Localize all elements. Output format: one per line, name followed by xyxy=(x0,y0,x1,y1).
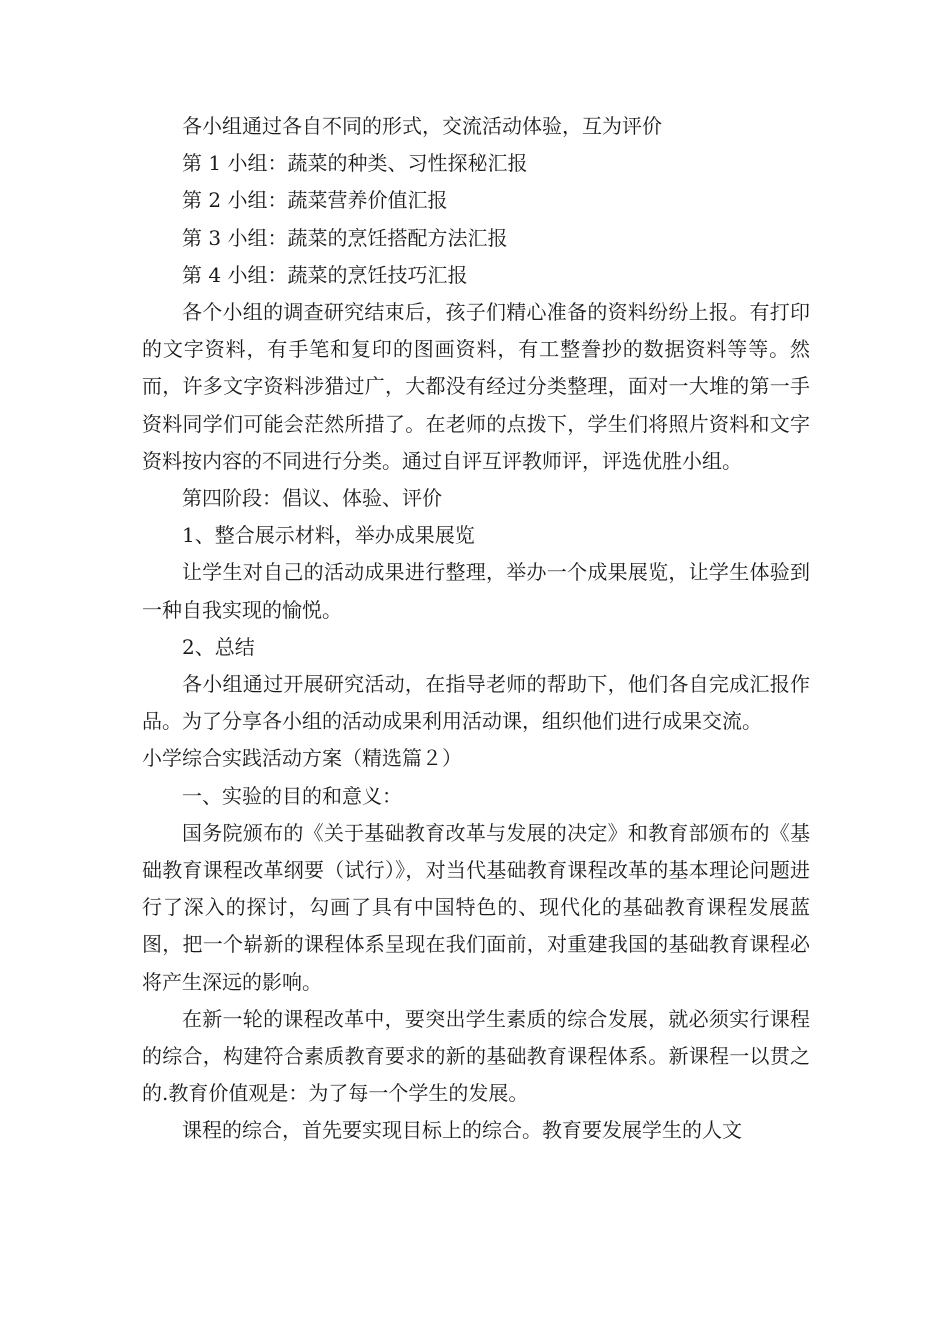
paragraph: 第 2 小组：蔬菜营养价值汇报 xyxy=(182,188,448,213)
section-heading: 小学综合实践活动方案（精选篇２） xyxy=(142,746,462,771)
paragraph: 1、整合展示材料，举办成果展览 xyxy=(182,523,475,548)
paragraph: 国务院颁布的《关于基础教育改革与发展的决定》和教育部颁布的《基础教育课程改革纲要（试行）》，对当代基础教育课程改革的基本理论问题进行了深入的探讨，勾画了具有中国特色的、现代化的基础教育课程发展蓝图，把一个崭新的课程体系呈现在我们面前，对重建我国的基础教育课程必将产生深远的影响。 xyxy=(142,820,810,994)
paragraph: 第 1 小组：蔬菜的种类、习性探秘汇报 xyxy=(182,151,528,176)
paragraph: 第四阶段：倡议、体验、评价 xyxy=(182,486,442,511)
paragraph: 2、总结 xyxy=(182,634,255,659)
paragraph: 课程的综合，首先要实现目标上的综合。教育要发展学生的人文 xyxy=(182,1118,742,1143)
paragraph: 各小组通过各自不同的形式，交流活动体验，互为评价 xyxy=(182,114,662,138)
paragraph: 第 4 小组：蔬菜的烹饪技巧汇报 xyxy=(182,262,468,287)
document-page xyxy=(142,108,810,1150)
paragraph: 各小组通过开展研究活动，在指导老师的帮助下，他们各自完成汇报作品。为了分享各小组的活动成果利用活动课，组织他们进行成果交流。 xyxy=(142,672,810,734)
paragraph: 让学生对自己的活动成果进行整理，举办一个成果展览，让学生体验到一种自我实现的愉悦。 xyxy=(142,560,810,622)
paragraph: 一、实验的目的和意义： xyxy=(182,783,402,808)
paragraph: 各个小组的调查研究结束后，孩子们精心准备的资料纷纷上报。有打印的文字资料，有手笔和复印的图画资料，有工整誊抄的数据资料等等。然而，许多文字资料涉猎过广，大都没有经过分类整理，面对一大堆的第一手资料同学们可能会茫然所措了。在老师的点拨下，学生们将照片资料和文字资料按内容的不同进行分类。通过自评互评教师评，评选优胜小组。 xyxy=(142,300,810,473)
paragraph: 在新一轮的课程改革中，要突出学生素质的综合发展，就必须实行课程的综合，构建符合素质教育要求的新的基础教育课程体系。新课程一以贯之的.教育价值观是：为了每一个学生的发展。 xyxy=(142,1006,810,1106)
paragraph: 第 3 小组：蔬菜的烹饪搭配方法汇报 xyxy=(182,225,508,250)
